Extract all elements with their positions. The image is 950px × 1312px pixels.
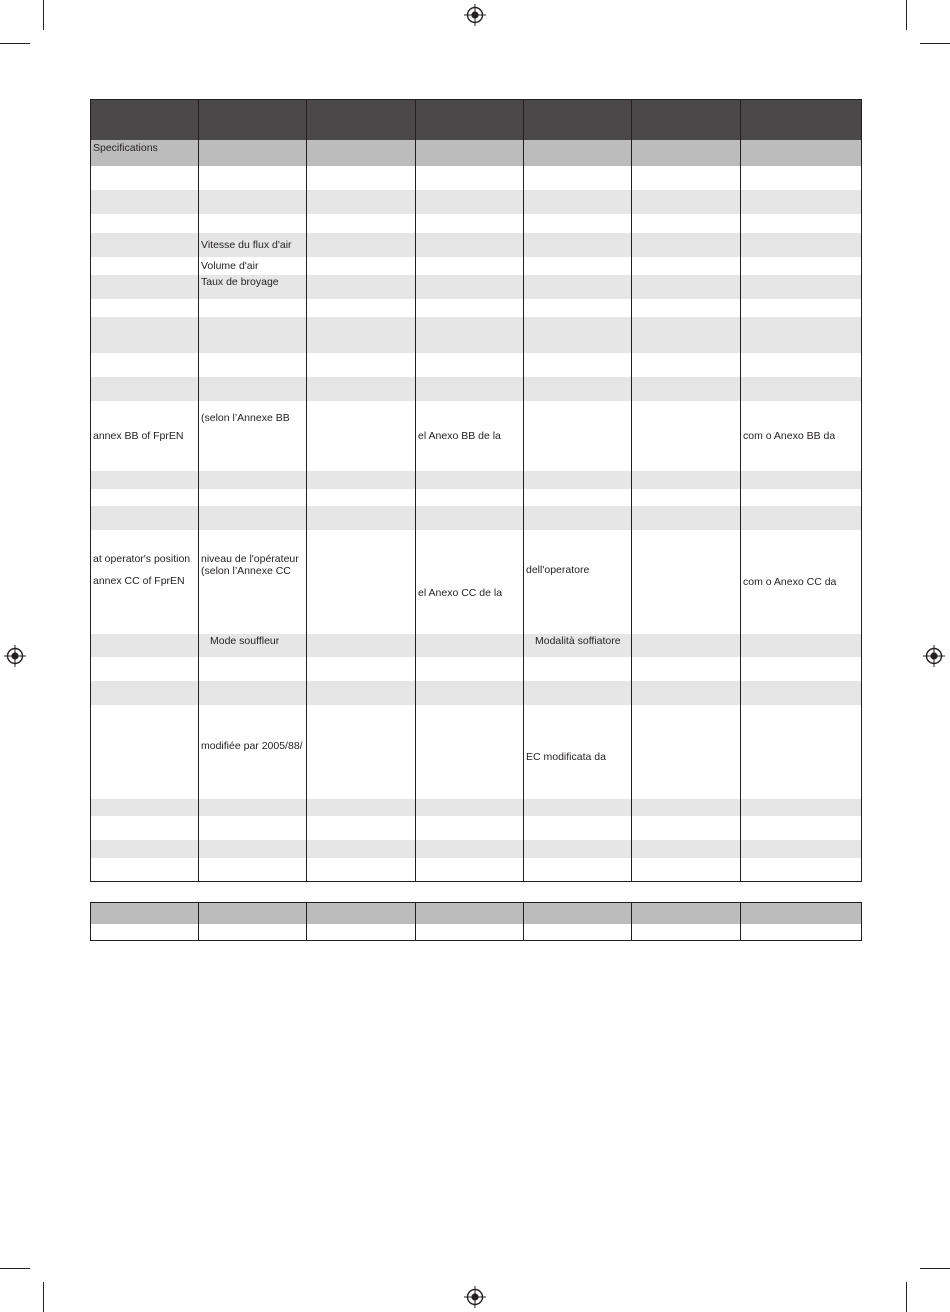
table-row [91,275,862,299]
table-row [91,317,862,353]
crop-mark-top-left-h [0,43,30,44]
annex-cc-es-text: el Anexo CC de la [418,586,503,599]
table-row [91,506,862,530]
annex-bb-en-text: annex BB of FprEN [93,429,184,442]
crop-mark-bottom-right-h [920,1268,950,1269]
air-volume-label: Volume d'air [201,259,259,272]
operator-it-text: dell'operatore [526,563,590,576]
table-row [91,166,862,190]
table-row [91,257,862,275]
secondary-table-header-row [91,903,862,924]
operator-position-en-text: at operator's position [93,552,191,565]
annex-bb-es-text: el Anexo BB de la [418,429,501,442]
table-row-directive [91,705,862,799]
table-row [91,799,862,816]
registration-mark-top-icon [464,4,486,26]
table-header-row [91,100,862,140]
table-subheader-row [91,140,862,166]
crop-mark-top-left-v [43,0,44,30]
modified-by-it-text: EC modificata da [526,750,606,763]
registration-mark-left-icon [4,645,26,667]
crop-mark-bottom-left-v [43,1282,44,1312]
table-row-annex-cc [91,530,862,634]
blower-mode-it-text: Modalità soffiatore [535,634,621,647]
table-row [91,233,862,257]
table-row [91,858,862,882]
crop-mark-bottom-right-v [906,1282,907,1312]
crop-mark-top-right-h [920,43,950,44]
table-row [91,471,862,489]
table-row [91,190,862,214]
blower-mode-fr-text: Mode souffleur [210,634,280,647]
crop-mark-top-right-v [906,0,907,30]
annex-cc-en-text: annex CC of FprEN [93,574,185,587]
secondary-table [90,902,862,941]
table-row [91,681,862,705]
table-row-blower-mode [91,634,862,657]
table-row [91,489,862,506]
crop-mark-bottom-left-h [0,1268,30,1269]
operator-level-fr-text: niveau de l'opérateur [201,552,299,565]
specifications-table [90,99,862,882]
modified-by-fr-text: modifiée par 2005/88/ [201,739,303,752]
airflow-speed-label: Vitesse du flux d'air [201,238,292,251]
registration-mark-bottom-icon [464,1286,486,1308]
annex-cc-pt-text: com o Anexo CC da [743,575,837,588]
secondary-table-row [91,924,862,941]
table-row [91,299,862,317]
table-row [91,214,862,233]
table-row [91,657,862,681]
table-row [91,840,862,858]
table-row [91,353,862,377]
specifications-label: Specifications [93,141,158,154]
annex-cc-fr-text: (selon l’Annexe CC [201,564,291,577]
table-row [91,816,862,840]
annex-bb-fr-text: (selon l’Annexe BB [201,411,290,424]
annex-bb-pt-text: com o Anexo BB da [743,429,836,442]
table-row [91,377,862,401]
shred-rate-label: Taux de broyage [201,275,279,288]
registration-mark-right-icon [923,645,945,667]
table-row-annex-bb [91,401,862,471]
